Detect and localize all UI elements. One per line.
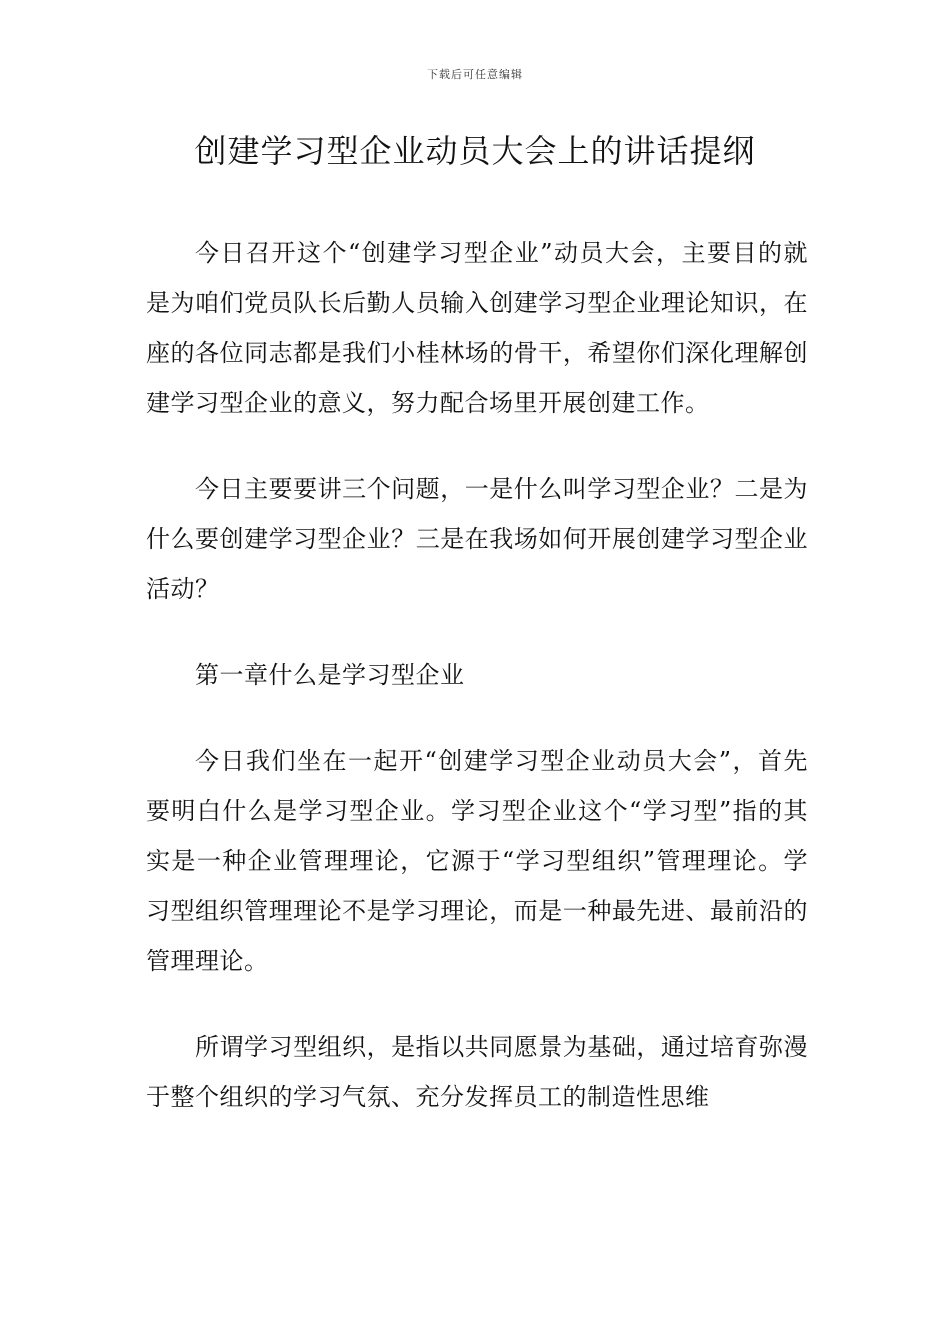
paragraph-agenda: 今日主要要讲三个问题，一是什么叫学习型企业？二是为什么要创建学习型企业？三是在我场如何开展创建学习型企业活动？ <box>146 475 808 603</box>
paragraph-learning-organization: 所谓学习型组织，是指以共同愿景为基础，通过培育弥漫于整个组织的学习气氛、充分发挥员工的制造性思维 <box>146 1033 808 1111</box>
paragraph-definition: 今日我们坐在一起开“创建学习型企业动员大会”，首先要明白什么是学习型企业。学习型企业这个“学习型”指的其实是一种企业管理理论，它源于“学习型组织”管理理论。学习型组织管理理论不是学习理论，而是一种最先进、最前沿的管理理论。 <box>146 747 808 975</box>
document-title: 创建学习型企业动员大会上的讲话提纲 <box>194 132 756 170</box>
page-header-note: 下载后可任意编辑 <box>427 68 523 81</box>
chapter-heading: 第一章什么是学习型企业 <box>195 661 465 689</box>
paragraph-opening: 今日召开这个“创建学习型企业”动员大会，主要目的就是为咱们党员队长后勤人员输入创建学习型企业理论知识，在座的各位同志都是我们小桂林场的骨干，希望你们深化理解创建学习型企业的意义，努力配合场里开展创建工作。 <box>146 239 808 417</box>
document-body <box>146 228 808 1122</box>
